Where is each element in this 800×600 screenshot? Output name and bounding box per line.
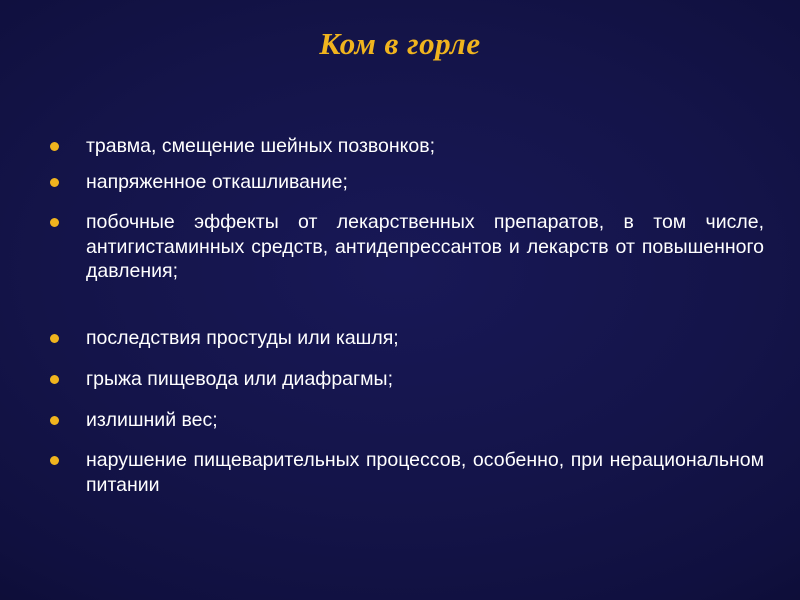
list-item-label: нарушение пищеварительных процессов, особенно, при нерациональном питании bbox=[86, 449, 764, 496]
bullet-dot-icon bbox=[50, 375, 59, 384]
list-item-label: грыжа пищевода или диафрагмы; bbox=[86, 367, 393, 390]
list-item bbox=[38, 367, 764, 392]
list-item bbox=[38, 210, 764, 308]
list-item-label: излишний вес; bbox=[86, 408, 218, 431]
list-item-label: последствия простуды или кашля; bbox=[86, 327, 399, 350]
list-item bbox=[38, 408, 764, 433]
list-item-label: травма, смещение шейных позвонков; bbox=[86, 135, 436, 157]
bullet-dot-icon bbox=[50, 456, 59, 465]
bullet-dot-icon bbox=[50, 178, 59, 187]
bullet-dot-icon bbox=[50, 334, 59, 343]
bullet-dot-icon bbox=[50, 142, 59, 151]
bullet-list bbox=[38, 134, 764, 522]
bullet-dot-icon bbox=[50, 218, 59, 227]
list-item bbox=[38, 448, 764, 522]
list-item bbox=[38, 170, 764, 195]
bullet-dot-icon bbox=[50, 416, 59, 425]
list-item-label: побочные эффекты от лекарственных препаратов, в том числе, антигистаминных средств, антидепрессантов и лекарств от повышенного давления; bbox=[86, 211, 764, 283]
list-item-label: напряженное откашливание; bbox=[86, 170, 348, 193]
slide-body bbox=[38, 134, 764, 522]
list-item bbox=[38, 134, 764, 159]
slide-title: Ком в горле bbox=[319, 26, 481, 61]
list-item bbox=[38, 326, 764, 351]
